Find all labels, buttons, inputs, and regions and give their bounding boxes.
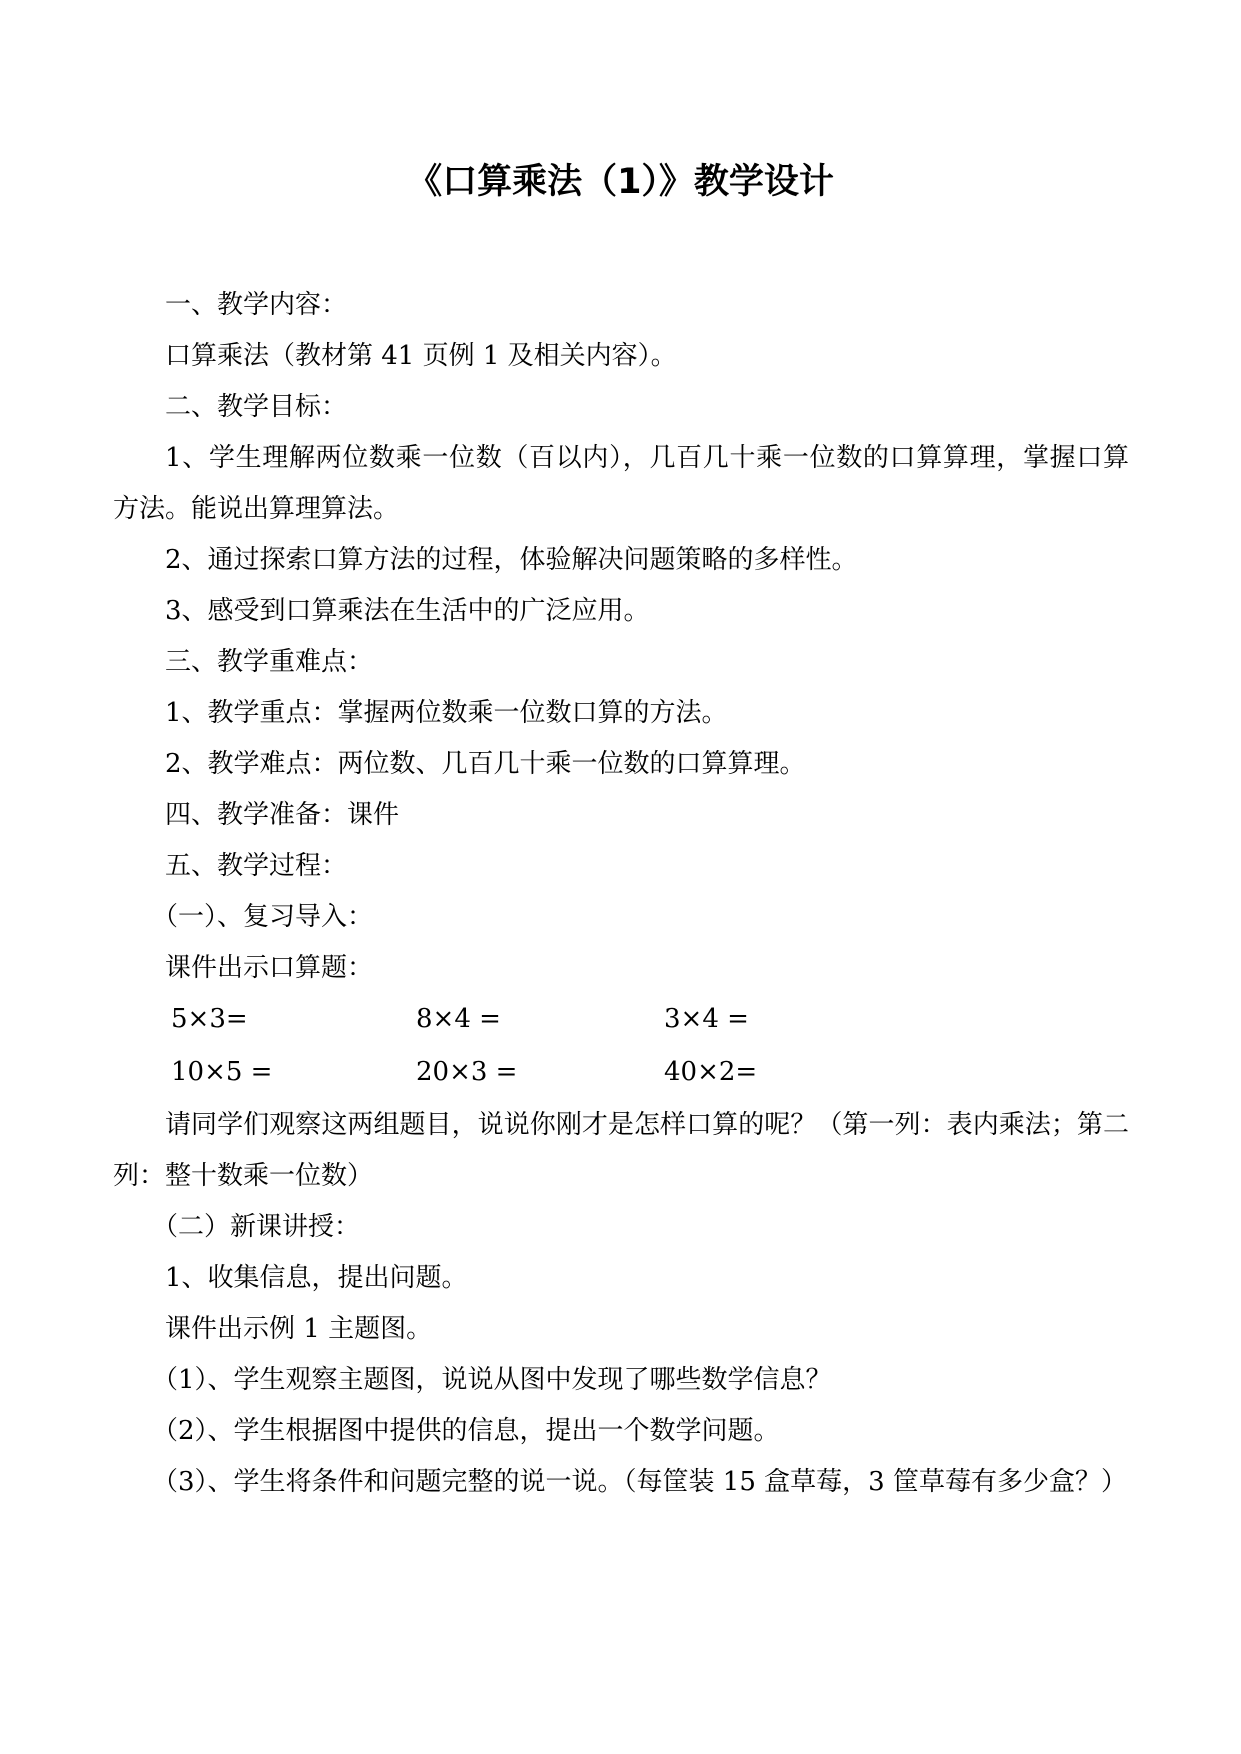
step-collect-information: 1、收集信息，提出问题。 <box>165 1263 468 1293</box>
key-point-item: 1、教学重点：掌握两位数乘一位数口算的方法。 <box>165 698 728 728</box>
exercise-row-2 <box>113 1047 1129 1100</box>
exercise-item: 40×2= <box>664 1057 758 1087</box>
step-item-3: （3）、学生将条件和问题完整的说一说。（每筐装 15 盒草莓，3 筐草莓有多少盒？） <box>152 1467 1127 1497</box>
document-body <box>113 280 1129 1508</box>
exercise-row-1 <box>113 994 1129 1047</box>
teaching-content-text: 口算乘法（教材第 41 页例 1 及相关内容）。 <box>165 341 677 371</box>
page-title: 《口算乘法（1）》教学设计 <box>407 162 834 202</box>
section-heading-preparation: 四、教学准备：课件 <box>165 800 400 830</box>
difficult-point-item: 2、教学难点：两位数、几百几十乘一位数的口算算理。 <box>165 749 806 779</box>
subsection-review: （一）、复习导入： <box>152 902 374 932</box>
courseware-exercises-intro: 课件出示口算题： <box>165 953 374 983</box>
exercise-item: 10×5 = <box>171 1057 273 1087</box>
section-heading-content: 一、教学内容： <box>165 290 348 320</box>
exercise-item: 3×4 = <box>664 1004 749 1034</box>
subsection-new-lesson: （二）新课讲授： <box>152 1212 361 1242</box>
goal-item-2: 2、通过探索口算方法的过程，体验解决问题策略的多样性。 <box>165 545 858 575</box>
goal-item-3: 3、感受到口算乘法在生活中的广泛应用。 <box>165 596 650 626</box>
observation-question: 请同学们观察这两组题目，说说你刚才是怎样口算的呢？（第一列：表内乘法；第二列：整十数乘一位数） <box>113 1110 1129 1191</box>
section-heading-goals: 二、教学目标： <box>165 392 348 422</box>
exercise-item: 8×4 = <box>416 1004 501 1034</box>
exercise-item: 20×3 = <box>416 1057 518 1087</box>
exercise-item: 5×3= <box>171 1004 248 1034</box>
section-heading-key-points: 三、教学重难点： <box>165 647 374 677</box>
step-item-2: （2）、学生根据图中提供的信息，提出一个数学问题。 <box>152 1416 780 1446</box>
courseware-example-intro: 课件出示例 1 主题图。 <box>165 1314 433 1344</box>
goal-item-1: 1、学生理解两位数乘一位数（百以内），几百几十乘一位数的口算算理，掌握口算方法。能说出算理算法。 <box>113 443 1129 524</box>
step-item-1: （1）、学生观察主题图，说说从图中发现了哪些数学信息？ <box>152 1365 832 1395</box>
section-heading-process: 五、教学过程： <box>165 851 348 881</box>
